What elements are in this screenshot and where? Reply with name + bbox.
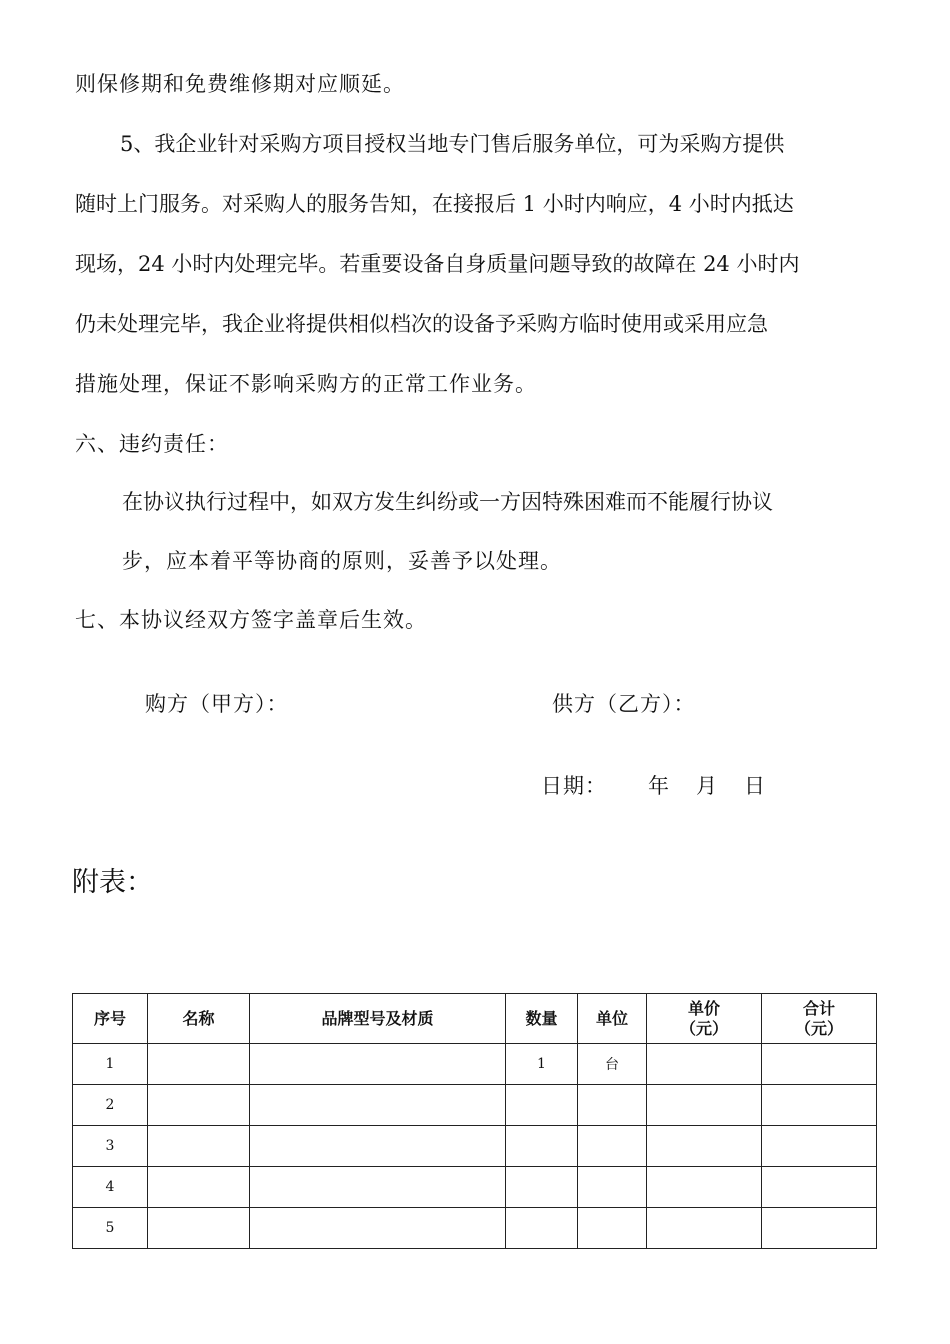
cell-qty: 1 [506, 1044, 578, 1085]
annex-table [72, 993, 877, 1249]
paragraph-service-line-4 [75, 308, 875, 338]
cell-total [762, 1167, 877, 1208]
cell-model [250, 1044, 506, 1085]
cell-price [647, 1044, 762, 1085]
cell-no: 3 [73, 1126, 148, 1167]
col-header-total-label: 合计 [802, 998, 835, 1018]
cell-qty [506, 1085, 578, 1126]
col-header-total [762, 994, 877, 1044]
col-header-name: 名称 [148, 994, 250, 1044]
cell-price [647, 1085, 762, 1126]
col-header-price-currency: （元） [679, 1018, 728, 1038]
col-header-no: 序号 [73, 994, 148, 1044]
col-header-price [647, 994, 762, 1044]
cell-model [250, 1167, 506, 1208]
service-text-line-4: 仍未处理完毕，我企业将提供相似档次的设备予采购方临时使用或采用应急 [75, 312, 768, 336]
cell-total [762, 1085, 877, 1126]
date-day: 日 [744, 774, 766, 798]
cell-name [148, 1044, 250, 1085]
cell-qty [506, 1208, 578, 1249]
cell-name [148, 1208, 250, 1249]
cell-unit: 台 [578, 1044, 647, 1085]
col-header-model: 品牌型号及材质 [250, 994, 506, 1044]
cell-name [148, 1167, 250, 1208]
paragraph-dispute-line-1 [122, 486, 875, 516]
table-row [73, 1126, 877, 1167]
col-header-qty: 数量 [506, 994, 578, 1044]
buyer-signature-label: 购方（甲方）： [145, 692, 289, 716]
cell-price [647, 1126, 762, 1167]
cell-total [762, 1044, 877, 1085]
cell-name [148, 1126, 250, 1167]
date-month: 月 [696, 774, 718, 798]
paragraph-warranty-extension: 则保修期和免费维修期对应顺延。 [75, 72, 405, 96]
cell-total [762, 1126, 877, 1167]
cell-model [250, 1126, 506, 1167]
table-row [73, 1208, 877, 1249]
cell-no: 1 [73, 1044, 148, 1085]
cell-model [250, 1208, 506, 1249]
annex-title: 附表： [72, 867, 153, 898]
supplier-signature-label: 供方（乙方）： [552, 692, 696, 716]
cell-no: 4 [73, 1167, 148, 1208]
section-seven-effective: 七、本协议经双方签字盖章后生效。 [75, 608, 427, 632]
col-header-unit: 单位 [578, 994, 647, 1044]
service-text-line-2: 随时上门服务。对采购人的服务告知，在接报后 1 小时内响应，4 小时内抵达 [75, 192, 794, 216]
service-text-line-3: 现场，24 小时内处理完毕。若重要设备自身质量问题导致的故障在 24 小时内 [75, 252, 800, 276]
cell-price [647, 1167, 762, 1208]
annex-table-header [73, 994, 877, 1044]
table-row [73, 1167, 877, 1208]
cell-qty [506, 1167, 578, 1208]
cell-unit [578, 1208, 647, 1249]
col-header-total-currency: （元） [794, 1018, 843, 1038]
section-six-heading: 六、违约责任： [75, 432, 229, 456]
cell-unit [578, 1167, 647, 1208]
cell-no: 5 [73, 1208, 148, 1249]
cell-no: 2 [73, 1085, 148, 1126]
service-text-line-1: 5、我企业针对采购方项目授权当地专门售后服务单位，可为采购方提供 [120, 132, 785, 156]
col-header-price-label: 单价 [687, 998, 720, 1018]
cell-price [647, 1208, 762, 1249]
paragraph-service-line-2 [75, 188, 875, 218]
date-year: 年 [648, 774, 670, 798]
paragraph-dispute-line-2: 步，应本着平等协商的原则，妥善予以处理。 [122, 549, 562, 573]
paragraph-service-line-5: 措施处理，保证不影响采购方的正常工作业务。 [75, 372, 537, 396]
cell-model [250, 1085, 506, 1126]
date-label: 日期： [541, 774, 607, 798]
paragraph-service-line-3 [75, 248, 875, 278]
cell-qty [506, 1126, 578, 1167]
dispute-text-line-1: 在协议执行过程中，如双方发生纠纷或一方因特殊困难而不能履行协议 [122, 490, 773, 514]
cell-total [762, 1208, 877, 1249]
cell-unit [578, 1085, 647, 1126]
cell-unit [578, 1126, 647, 1167]
cell-name [148, 1085, 250, 1126]
table-row [73, 1044, 877, 1085]
paragraph-service-line-1 [120, 128, 875, 158]
table-row [73, 1085, 877, 1126]
